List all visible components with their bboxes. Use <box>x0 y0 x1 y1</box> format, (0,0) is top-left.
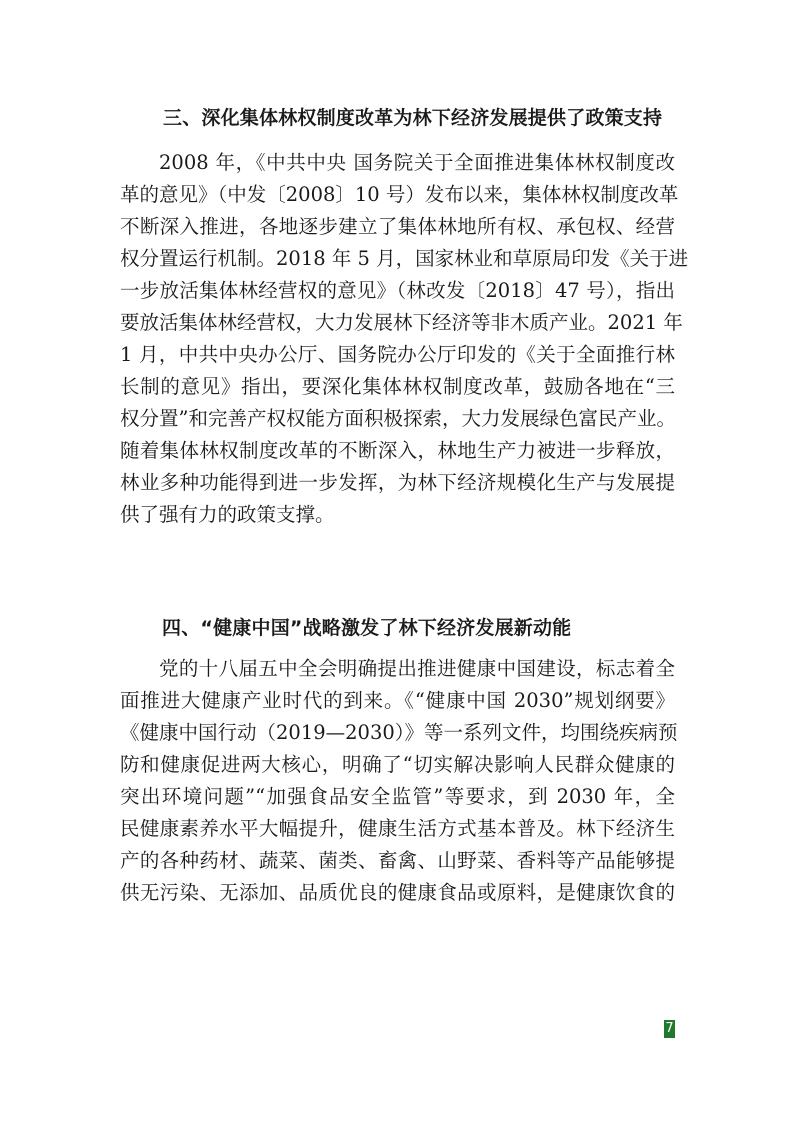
page-number: 7 <box>665 1021 674 1036</box>
paragraph-line: 2008 年，《中共中央 国务院关于全面推进集体林权制度改 <box>159 151 675 174</box>
paragraph-line: 供了强有力的政策支撑。 <box>120 503 335 526</box>
paragraph-line: 长制的意见》指出，要深化集体林权制度改革，鼓励各地在“三 <box>120 375 675 398</box>
paragraph-line: 突出环境问题”“加强食品安全监管”等要求，到 2030 年，全 <box>120 785 675 808</box>
section-heading-4: 四、“健康中国”战略激发了林下经济发展新动能 <box>162 617 572 639</box>
paragraph-line: 面推进大健康产业时代的到来。《“健康中国 2030”规划纲要》 <box>120 689 675 712</box>
section-3-paragraph <box>120 147 689 531</box>
paragraph-line: 革的意见》（中发〔2008〕10 号）发布以来，集体林权制度改革 <box>120 183 679 206</box>
section-heading-3: 三、深化集体林权制度改革为林下经济发展提供了政策支持 <box>163 107 663 129</box>
paragraph-line: 随着集体林权制度改革的不断深入，林地生产力被进一步释放， <box>120 439 675 462</box>
paragraph-line: 林业多种功能得到进一步发挥，为林下经济规模化生产与发展提 <box>120 471 675 494</box>
paragraph-line: 党的十八届五中全会明确提出推进健康中国建设，标志着全 <box>159 657 675 680</box>
paragraph-line: 1 月，中共中央办公厅、国务院办公厅印发的《关于全面推行林 <box>120 343 675 366</box>
paragraph-line: 供无污染、无添加、品质优良的健康食品或原料，是健康饮食的 <box>120 881 675 904</box>
paragraph-line: 《健康中国行动（2019—2030）》等一系列文件，均围绕疾病预 <box>120 721 678 744</box>
paragraph-line: 权分置运行机制。2018 年 5 月，国家林业和草原局印发《关于进 <box>120 247 689 270</box>
paragraph-line: 防和健康促进两大核心，明确了“切实解决影响人民群众健康的 <box>120 753 675 776</box>
paragraph-line: 一步放活集体林经营权的意见》（林改发〔2018〕47 号），指出 <box>120 279 675 302</box>
section-4-paragraph <box>120 653 678 909</box>
paragraph-line: 不断深入推进，各地逐步建立了集体林地所有权、承包权、经营 <box>120 215 675 238</box>
paragraph-line: 民健康素养水平大幅提升，健康生活方式基本普及。林下经济生 <box>120 817 675 840</box>
paragraph-line: 产的各种药材、蔬菜、菌类、畜禽、山野菜、香料等产品能够提 <box>120 849 675 872</box>
paragraph-line: 权分置”和完善产权权能方面积极探索，大力发展绿色富民产业。 <box>120 407 676 430</box>
paragraph-line: 要放活集体林经营权，大力发展林下经济等非木质产业。2021 年 <box>120 311 683 334</box>
